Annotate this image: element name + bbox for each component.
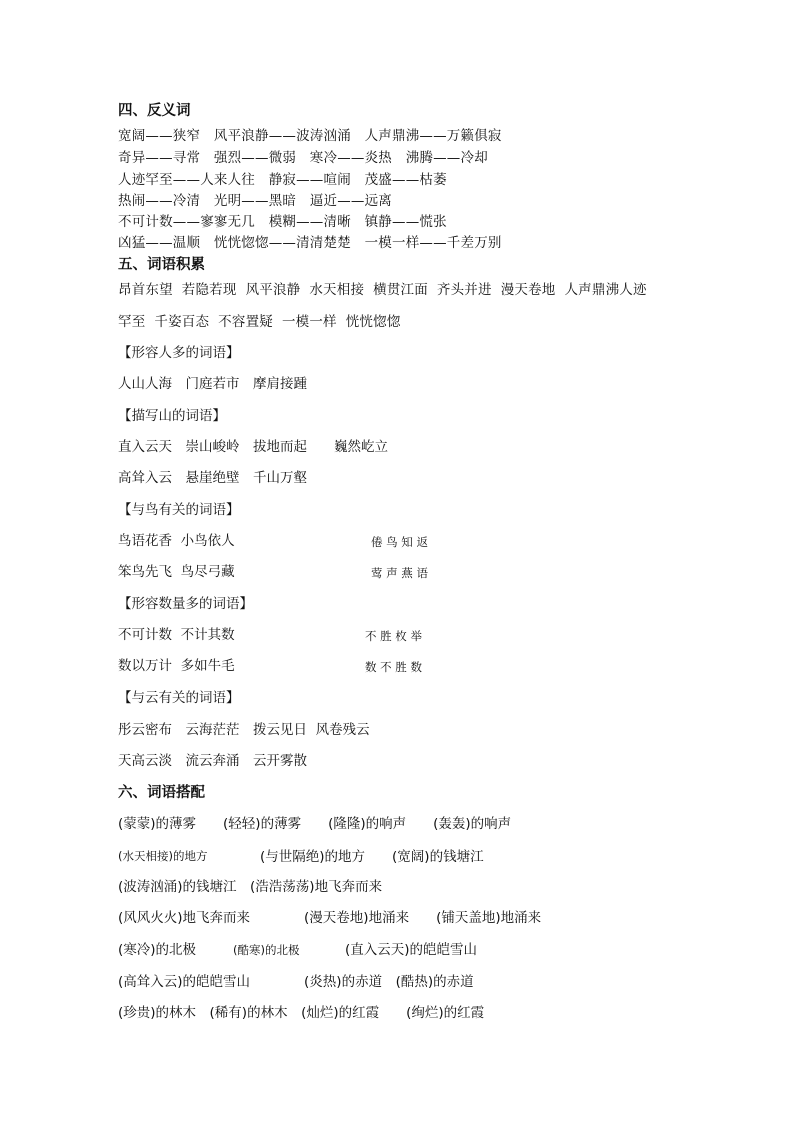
collocation-line-5c: (直入云天)的皑皑雪山 bbox=[345, 942, 478, 958]
antonym-line-3: 人迹罕至——人来人往 静寂——喧闹 茂盛——枯萎 bbox=[118, 172, 447, 188]
cloud-words-heading: 【与云有关的词语】 bbox=[118, 690, 240, 706]
vocab-line-1: 昂首东望 若隐若现 风平浪静 水天相接 横贯江面 齐头并进 漫天卷地 人声鼎沸人迹 bbox=[118, 282, 647, 298]
mountain-words-1: 直入云天 崇山峻岭 拔地而起 巍然屹立 bbox=[118, 439, 388, 455]
count-words-1-extra: 不 胜 枚 举 bbox=[365, 629, 422, 643]
bird-words-1: 鸟语花香 小鸟依人 bbox=[118, 533, 235, 549]
collocation-line-6: (高耸入云)的皑皑雪山 (炎热)的赤道 (酷热)的赤道 bbox=[118, 974, 474, 990]
collocation-line-1: (蒙蒙)的薄雾 (轻轻)的薄雾 (隆隆)的响声 (轰轰)的响声 bbox=[118, 816, 512, 832]
section-4-title: 四、反义词 bbox=[118, 103, 191, 119]
antonym-line-1: 宽阔——狭窄 风平浪静——波涛汹涌 人声鼎沸——万籁俱寂 bbox=[118, 128, 502, 144]
count-words-1: 不可计数 不计其数 bbox=[118, 627, 235, 643]
section-5-title: 五、词语积累 bbox=[118, 257, 205, 273]
bird-words-2: 笨鸟先飞 鸟尽弓藏 bbox=[118, 564, 235, 580]
mountain-words-2: 高耸入云 悬崖绝壁 千山万壑 bbox=[118, 470, 307, 486]
collocation-line-5b: (酷寒)的北极 bbox=[233, 943, 300, 957]
cloud-words-2: 天高云淡 流云奔涌 云开雾散 bbox=[118, 753, 307, 769]
bird-words-1-extra: 倦 鸟 知 返 bbox=[371, 535, 428, 549]
antonym-line-2: 奇异——寻常 强烈——微弱 寒冷——炎热 沸腾——冷却 bbox=[118, 150, 488, 166]
collocation-line-4: (风风火火)地飞奔而来 (漫天卷地)地涌来 (铺天盖地)地涌来 bbox=[118, 910, 542, 926]
count-words-heading: 【形容数量多的词语】 bbox=[118, 596, 253, 612]
cloud-words-1: 彤云密布 云海茫茫 拨云见日 风卷残云 bbox=[118, 722, 370, 738]
people-words-heading: 【形容人多的词语】 bbox=[118, 345, 240, 361]
collocation-line-2a: (水天相接)的地方 bbox=[118, 849, 208, 863]
bird-words-heading: 【与鸟有关的词语】 bbox=[118, 502, 240, 518]
collocation-line-7: (珍贵)的林木 (稀有)的林木 (灿烂)的红霞 (绚烂)的红霞 bbox=[118, 1005, 485, 1021]
collocation-line-5a: (寒冷)的北极 bbox=[118, 942, 197, 958]
people-words: 人山人海 门庭若市 摩肩接踵 bbox=[118, 376, 307, 392]
vocab-line-2: 罕至 千姿百态 不容置疑 一模一样 恍恍惚惚 bbox=[118, 314, 401, 330]
mountain-words-heading: 【描写山的词语】 bbox=[118, 408, 226, 424]
collocation-line-2b: (与世隔绝)的地方 (宽阔)的钱塘江 bbox=[260, 849, 484, 865]
collocation-line-3: (波涛汹涌)的钱塘江 (浩浩荡荡)地飞奔而来 bbox=[118, 879, 383, 895]
count-words-2-extra: 数 不 胜 数 bbox=[365, 660, 422, 674]
antonym-line-6: 凶猛——温顺 恍恍惚惚——清清楚楚 一模一样——千差万别 bbox=[118, 235, 502, 251]
count-words-2: 数以万计 多如牛毛 bbox=[118, 658, 235, 674]
antonym-line-4: 热闹——冷清 光明——黑暗 逼近——远离 bbox=[118, 193, 392, 209]
antonym-line-5: 不可计数——寥寥无几 模糊——清晰 镇静——慌张 bbox=[118, 214, 447, 230]
section-6-title: 六、词语搭配 bbox=[118, 785, 205, 801]
bird-words-2-extra: 莺 声 燕 语 bbox=[371, 566, 428, 580]
